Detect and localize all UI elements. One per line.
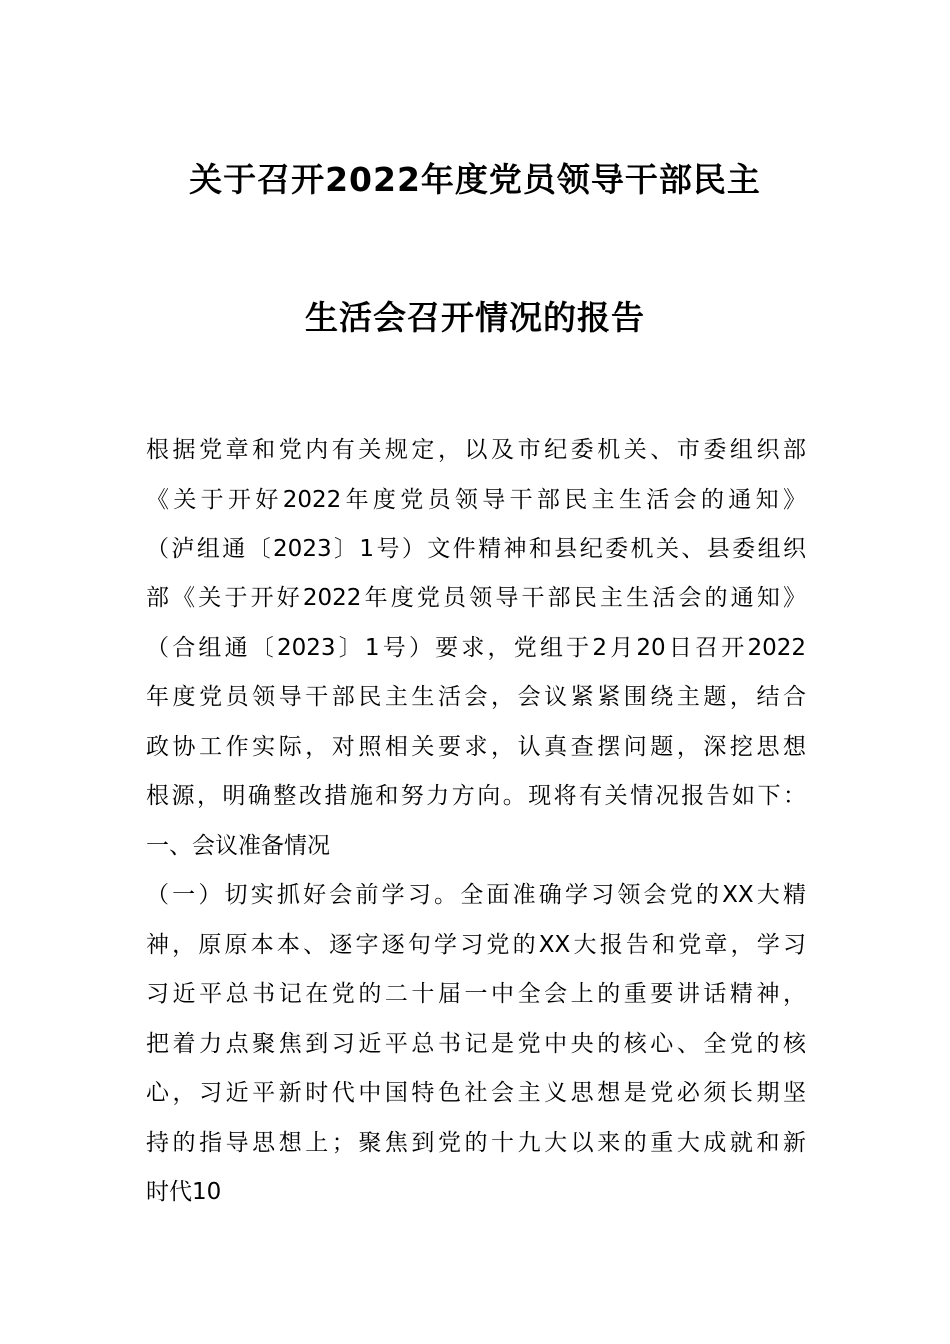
paragraph-line: 根源，明确整改措施和努力方向。现将有关情况报告如下：	[146, 783, 806, 809]
paragraph-line: 神，原原本本、逐字逐句学习党的XX大报告和党章，学习	[146, 932, 806, 958]
paragraph-line: 部《关于开好2022年度党员领导干部民主生活会的通知》	[146, 585, 806, 611]
section-heading: 一、会议准备情况	[146, 833, 330, 859]
paragraph-line: （合组通〔2023〕1号）要求，党组于2月20日召开2022	[146, 635, 806, 661]
document-title-line-1: 关于召开2022年度党员领导干部民主	[189, 160, 761, 199]
paragraph-line: （一）切实抓好会前学习。全面准确学习领会党的XX大精	[146, 882, 806, 908]
paragraph-line: 年度党员领导干部民主生活会，会议紧紧围绕主题，结合	[146, 684, 806, 710]
paragraph-line: 持的指导思想上；聚焦到党的十九大以来的重大成就和新	[146, 1130, 806, 1156]
paragraph-line: 时代10	[146, 1179, 222, 1205]
paragraph-line: 政协工作实际，对照相关要求，认真查摆问题，深挖思想	[146, 734, 806, 760]
paragraph-line: 习近平总书记在党的二十届一中全会上的重要讲话精神，	[146, 981, 806, 1007]
document-title-line-2: 生活会召开情况的报告	[305, 298, 645, 337]
paragraph-line: 《关于开好2022年度党员领导干部民主生活会的通知》	[146, 487, 806, 513]
paragraph-line: 根据党章和党内有关规定，以及市纪委机关、市委组织部	[146, 437, 806, 463]
paragraph-line: （泸组通〔2023〕1号）文件精神和县纪委机关、县委组织	[146, 536, 806, 562]
paragraph-line: 心，习近平新时代中国特色社会主义思想是党必须长期坚	[146, 1080, 806, 1106]
paragraph-line: 把着力点聚焦到习近平总书记是党中央的核心、全党的核	[146, 1031, 806, 1057]
